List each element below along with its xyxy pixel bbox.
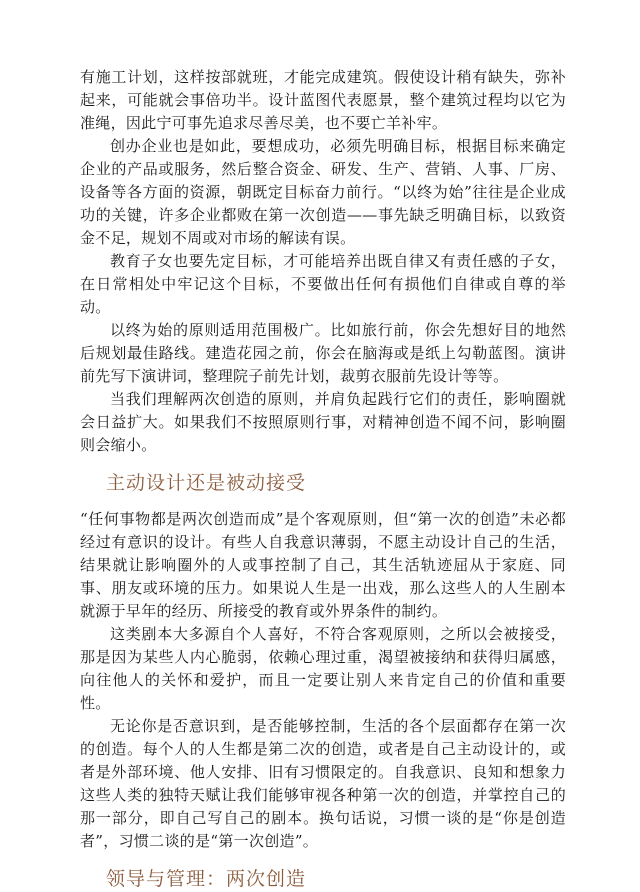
- paragraph-circle-of-influence: 当我们理解两次创造的原则，并肩负起践行它们的责任，影响圈就会日益扩大。如果我们不按照原则行事，对精神创造不闻不问，影响圈则会缩小。: [80, 390, 566, 454]
- paragraph-construction-plan: 有施工计划，这样按部就班，才能完成建筑。假使设计稍有缺失，弥补起来，可能就会事倍功半。设计蓝图代表愿景，整个建筑过程均以它为准绳，因此宁可事先追求尽善尽美，也不要亡羊补牢。: [80, 68, 566, 132]
- paragraph-principle-scope: 以终为始的原则适用范围极广。比如旅行前，你会先想好目的地然后规划最佳路线。建造花园之前，你会在脑海或是纸上勾勒蓝图。演讲前先写下演讲词，整理院子前先计划，裁剪衣服前先设计等等。: [80, 321, 566, 385]
- section-heading-leadership-management: 领导与管理：两次创造: [106, 868, 307, 890]
- section-heading-active-design: 主动设计还是被动接受: [106, 472, 307, 494]
- paragraph-first-creation: 无论你是否意识到，是否能够控制，生活的各个层面都存在第一次的创造。每个人的人生都是第二次的创造，或者是自己主动设计的，或者是外部环境、他人安排、旧有习惯限定的。自我意识、良知和想象力这些人类的独特天赋让我们能够审视各种第一次的创造，并掌控自己的那一部分，即自己写自己的剧本。换句话说，习惯一谈的是“你是创造者”，习惯二谈的是“第一次创造”。: [80, 717, 566, 850]
- paragraph-enterprise: 创办企业也是如此，要想成功，必须先明确目标，根据目标来确定企业的产品或服务，然后整合资金、研发、生产、营销、人事、厂房、设备等各方面的资源，朝既定目标奋力前行。“以终为始”往往是企业成功的关键，许多企业都败在第一次创造——事先缺乏明确目标，以致资金不足，规划不周或对市场的解读有误。: [80, 137, 566, 247]
- paragraph-two-creations: “任何事物都是两次创造而成”是个客观原则，但“第一次的创造”未必都经过有意识的设计。有些人自我意识薄弱，不愿主动设计自己的生活，结果就让影响圈外的人或事控制了自己，其生活轨迹屈从于家庭、同事、朋友或环境的压力。如果说人生是一出戏，那么这些人的人生剧本就源于早年的经历、所接受的教育或外界条件的制约。: [80, 510, 566, 620]
- paragraph-scripts: 这类剧本大多源自个人喜好，不符合客观原则，之所以会被接受，那是因为某些人内心脆弱，依赖心理过重，渴望被接纳和获得归属感，向往他人的关怀和爱护，而且一定要让别人来肯定自己的价值和重要性。: [80, 625, 566, 712]
- paragraph-children-education: 教育子女也要先定目标，才可能培养出既自律又有责任感的子女，在日常相处中牢记这个目标，不要做出任何有损他们自律或自尊的举动。: [80, 252, 566, 316]
